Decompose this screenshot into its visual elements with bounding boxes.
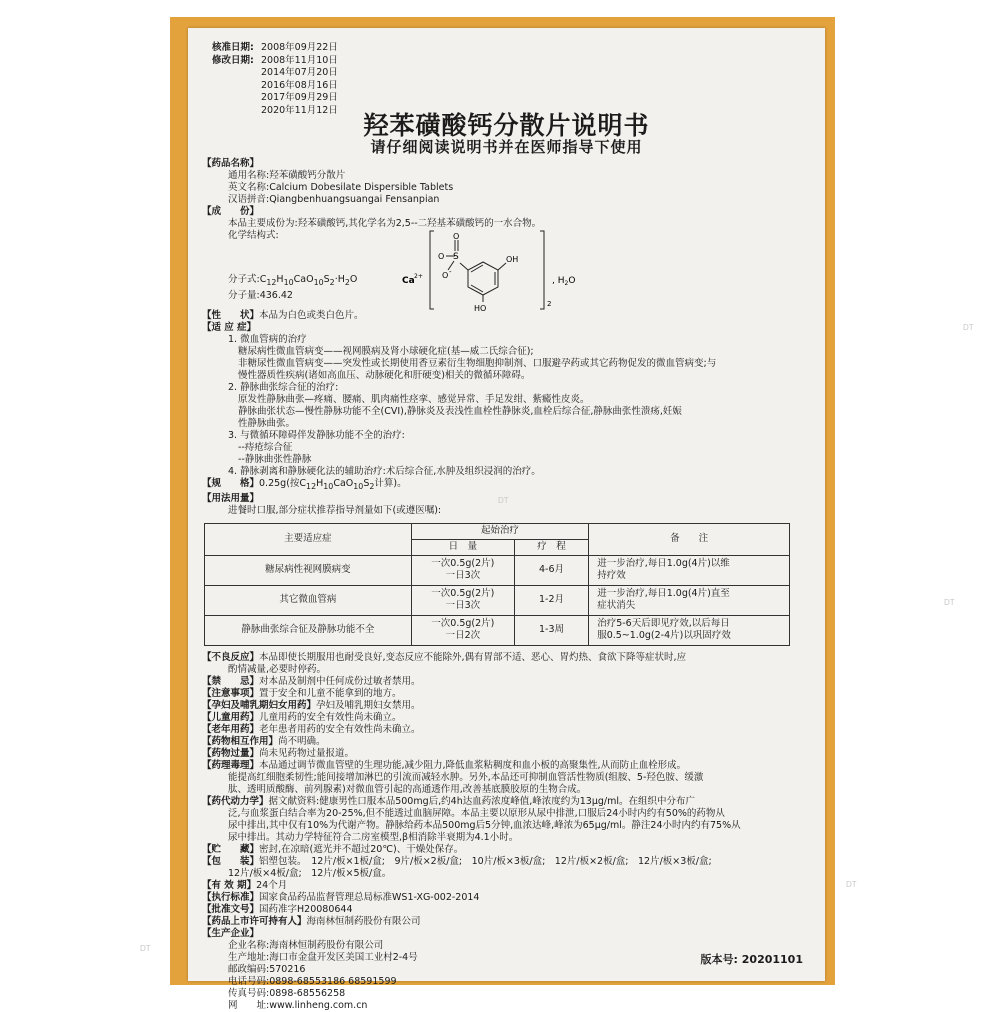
section-text: 海南林恒制药股份有限公司: [306, 915, 421, 927]
section-text: 泛,与血浆蛋白结合率为20-25%,但不能透过血脑屏障。本品主要以原形从尿中排泄,口服后24小时内约有50%的药物从: [228, 807, 725, 819]
manufacturer-line: 网 址:www.linheng.com.cn: [228, 999, 368, 1011]
section-header: 【执行标准】: [202, 891, 260, 903]
section-text: 铝塑包装。 12片/板×1板/盒; 9片/板×2板/盒; 10片/板×3板/盒; 12片/板×2板/盒; 12片/板×3板/盒;: [259, 855, 712, 867]
watermark: DT: [944, 598, 955, 607]
table-cell: 4-6月: [514, 555, 588, 585]
approve-label: 核准日期:: [212, 42, 254, 53]
chem-calcium: Ca: [402, 276, 415, 286]
section-header: 【贮 藏】: [202, 843, 260, 855]
indication-line: 3. 与微循环障碍伴发静脉功能不全的治疗:: [228, 430, 405, 441]
character-text: 本品为白色或类白色片。: [259, 310, 364, 321]
leaflet-content: [202, 158, 806, 1012]
composition-text: 本品主要成份为:羟苯磺酸钙,其化学名为2,5--二羟基苯磺酸钙的一水合物。: [228, 218, 542, 229]
table-cell: 进一步治疗,每日1.0g(4片)直至 症状消失: [589, 585, 790, 615]
table-cell: 一次0.5g(2片) 一日2次: [411, 615, 514, 645]
modify-label: 修改日期:: [212, 54, 254, 66]
modify-date: 2008年11月10日: [261, 54, 338, 66]
table-header: 主要适应症: [205, 523, 412, 555]
table-row: [205, 585, 790, 615]
manufacturer-line: 传真号码:0898-68556258: [228, 987, 346, 999]
watermark: DT: [963, 323, 974, 332]
chem-oxygen-anion: O: [442, 271, 449, 280]
molecular-formula: 分子式$:C_{12}H_{10}CaO_{10}S_2\cdot H_2O$: [228, 274, 358, 287]
document-subtitle: 请仔细阅读说明书并在医师指导下使用: [370, 138, 643, 156]
table-cell: 进一步治疗,每日1.0g(4片)以维 持疗效: [589, 555, 790, 585]
chem-oxygen: O: [453, 232, 460, 241]
chem-oxygen: O: [438, 252, 445, 261]
table-cell: 一次0.5g(2片) 一日3次: [411, 585, 514, 615]
indication-line: --静脉曲张性静脉: [238, 454, 312, 465]
section-text: 本品通过调节微血管壁的生理功能,减少阻力,降低血浆粘稠度和血小板的高聚集性,从而防止血栓形成。: [259, 759, 687, 771]
section-header: 【有 效 期】: [202, 879, 257, 891]
structure-label: 化学结构式:: [228, 230, 279, 241]
table-row: [205, 615, 790, 645]
watermark: DT: [846, 880, 857, 889]
leaflet-paper: [188, 28, 825, 1011]
section-text: 国家食品药品监督管理总局标准WS1-XG-002-2014: [259, 891, 480, 903]
section-header: 【药品上市许可持有人】: [202, 915, 307, 927]
section-text: 12片/板×4板/盒; 12片/板×5板/盒。: [228, 867, 392, 879]
modify-date: 2016年08月16日: [261, 79, 338, 91]
section-text: 老年患者用药的安全有效性尚未确立。: [259, 723, 421, 735]
table-cell: 静脉曲张综合征及静脉功能不全: [205, 615, 412, 645]
section-text: 酌情减量,必要时停药。: [228, 663, 327, 675]
table-cell: 一次0.5g(2片) 一日3次: [411, 555, 514, 585]
section-header: 【药物过量】: [202, 747, 260, 759]
section-text: 尿中排出。其动力学特征符合二房室模型,β相消除半衰期为4.1小时。: [228, 831, 519, 843]
indication-line: 1. 微血管病的治疗: [228, 334, 307, 345]
table-header: 备 注: [589, 523, 790, 555]
chem-calcium-charge: 2+: [414, 273, 423, 280]
section-text: 能提高红细胞柔韧性;能间接增加淋巴的引流而减轻水肿。另外,本品还可抑制血管活性物质(组胺、5-羟色胺、缓激: [228, 771, 704, 783]
usage-intro: 进餐时口服,部分症状推荐指导剂量如下(或遵医嘱):: [228, 504, 442, 516]
table-header: 日 量: [411, 539, 514, 555]
modify-date: 2020年11月12日: [261, 104, 338, 116]
section-header: 【药物相互作用】: [202, 735, 279, 747]
section-header: 【适 应 症】: [202, 322, 257, 333]
section-text: 据文献资料:健康男性口服本品500mg后,约4h达血药浓度峰值,峰浓度约为13μg/ml。在组织中分布广: [268, 795, 695, 807]
section-header: 【生产企业】: [202, 927, 260, 939]
section-header: 【注意事项】: [202, 687, 260, 699]
section-text: 置于安全和儿童不能拿到的地方。: [259, 687, 402, 699]
section-header: 【性 状】: [202, 310, 260, 321]
section-header: 【药理毒理】: [202, 759, 260, 771]
chemical-structure-block: [202, 230, 806, 313]
section-header: 【儿童用药】: [202, 711, 260, 723]
molecular-weight: 分子量:436.42: [228, 290, 293, 301]
section-text: 尿中排出,其中仅有10%为代谢产物。静脉给药本品500mg后5分钟,血浓达峰,峰浓为65μg/ml。静注24小时内约有75%从: [228, 819, 741, 831]
indication-line: 2. 静脉曲张综合征的治疗:: [228, 382, 339, 393]
approve-date: 2008年09月22日: [261, 42, 338, 53]
section-header: 【老年用药】: [202, 723, 260, 735]
table-cell: 其它微血管病: [205, 585, 412, 615]
section-header: 【成 份】: [202, 206, 260, 217]
section-header: 【药代动力学】: [202, 795, 269, 807]
section-header: 【包 装】: [202, 855, 260, 867]
indication-line: 4. 静脉剥离和静脉硬化法的辅助治疗:术后综合征,水肿及组织浸润的治疗。: [228, 466, 541, 477]
indication-line: 慢性器质性疾病(诸如高血压、动脉硬化和肝硬变)相关的微循环障碍。: [238, 370, 531, 381]
generic-name: 通用名称:羟苯磺酸钙分散片: [228, 170, 346, 181]
indication-line: 原发性静脉曲张—疼痛、腰痛、肌肉痛性痉挛、感觉异常、手足发绀、紫癜性皮炎。: [238, 394, 590, 405]
modify-date: 2017年09月29日: [261, 92, 338, 104]
section-text: 尚不明确。: [278, 735, 326, 747]
table-cell: 1-3周: [514, 615, 588, 645]
section-header: 【禁 忌】: [202, 675, 260, 687]
section-header: 【孕妇及哺乳期妇女用药】: [202, 699, 317, 711]
english-name: 英文名称:Calcium Dobesilate Dispersible Tablets: [228, 182, 454, 193]
manufacturer-line: 邮政编码:570216: [228, 963, 306, 975]
section-header: 【批准文号】: [202, 903, 260, 915]
pinyin-name: 汉语拼音:Qiangbenhuangsuangai Fensanpian: [228, 194, 440, 205]
chem-hydroxyl: OH: [506, 255, 519, 264]
indication-line: 性静脉曲张。: [238, 418, 296, 429]
section-header: 【不良反应】: [202, 651, 260, 663]
section-text: 对本品及制剂中任何成份过敏者禁用。: [259, 675, 421, 687]
table-row: [205, 555, 790, 585]
indication-line: 糖尿病性微血管病变——视网膜病及肾小球硬化症(基—威二氏综合征);: [238, 346, 534, 357]
table-header: 疗 程: [514, 539, 588, 555]
chem-bracket-count: 2: [547, 300, 552, 308]
version-number: 版本号: 20201101: [700, 953, 803, 966]
document-title: 羟苯磺酸钙分散片说明书: [363, 111, 650, 140]
watermark: DT: [140, 944, 151, 953]
manufacturer-line: 生产地址:海口市金盘开发区美国工业村2-4号: [228, 951, 418, 963]
chem-negative-charge: -: [449, 268, 452, 276]
chem-sulfur: S: [453, 252, 459, 262]
modify-date: 2014年07月20日: [261, 67, 338, 79]
table-header: 起始治疗: [411, 523, 588, 539]
section-header: 【药品名称】: [202, 158, 260, 169]
section-header: 【用法用量】: [202, 492, 260, 504]
manufacturer-line: 电话号码:0898-68553186 68591599: [228, 975, 397, 987]
section-text: 肽、透明质酸酶、前列腺素)对微血管引起的高通透作用,改善基底膜胶原的生物合成。: [228, 783, 587, 795]
indication-line: 静脉曲张状态—慢性静脉功能不全(CVI),静脉炎及表浅性血栓性静脉炎,血栓后综合征,静脉曲张性溃疡,妊娠: [238, 406, 682, 417]
table-cell: 糖尿病性视网膜病变: [205, 555, 412, 585]
manufacturer-line: 企业名称:海南林恒制药股份有限公司: [228, 939, 384, 951]
section-text: 本品即使长期服用也耐受良好,变态反应不能除外,偶有胃部不适、恶心、胃灼热、食欲下降等症状时,应: [259, 651, 687, 663]
section-text: 尚未见药物过量报道。: [259, 747, 355, 759]
spec-text: 0.25g(按$C_{12}H_{10}CaO_{10}S_2$计算)。: [259, 478, 407, 491]
watermark: DT: [498, 496, 509, 505]
section-text: 密封,在凉暗(遮光并不超过20℃)、干燥处保存。: [259, 843, 464, 855]
section-text: 儿童用药的安全有效性尚未确立。: [259, 711, 402, 723]
section-header: 【规 格】: [202, 478, 260, 489]
indication-line: --痔疮综合征: [238, 442, 293, 453]
dosage-table: [204, 523, 790, 646]
section-text: 国药准字H20080644: [259, 903, 353, 915]
section-text: 24个月: [256, 879, 288, 891]
table-cell: 1-2月: [514, 585, 588, 615]
table-cell: 治疗5-6天后即见疗效,以后每日 服0.5~1.0g(2-4片)以巩固疗效: [589, 615, 790, 645]
indication-line: 非糖尿性微血管病变——突发性或长期使用香豆素衍生物细胞抑制剂、口服避孕药或其它药物促发的微血管病变;与: [238, 358, 717, 369]
section-text: 孕妇及哺乳期妇女禁用。: [316, 699, 421, 711]
chem-hydroxyl: HO: [474, 304, 487, 313]
chem-water: , $H_2O$: [552, 276, 576, 287]
